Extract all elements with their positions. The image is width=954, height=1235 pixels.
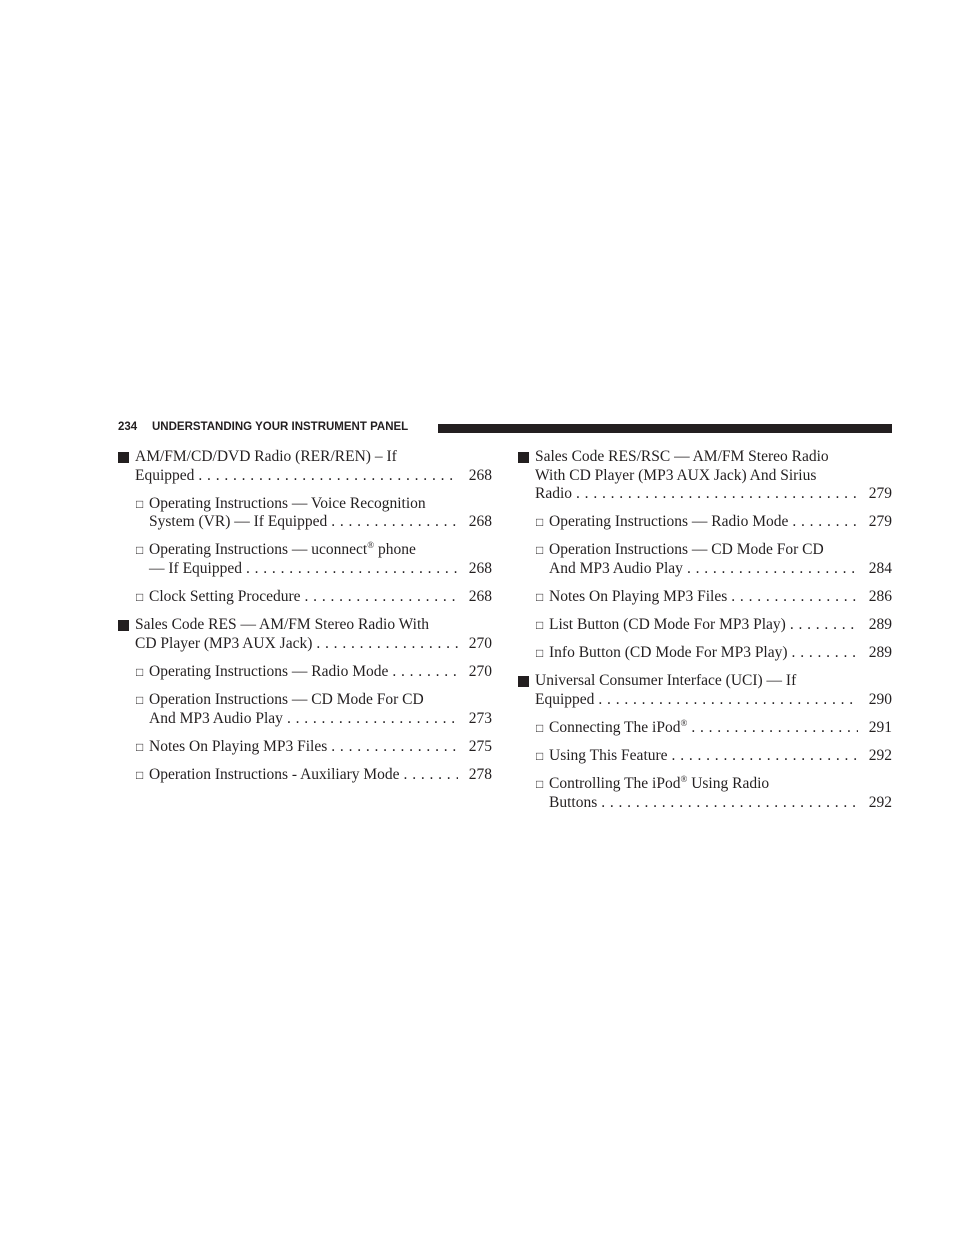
- toc-page-number: 270: [468, 634, 492, 652]
- toc-subsection-entry: [518, 541, 892, 578]
- filled-square-bullet-icon: [118, 620, 129, 631]
- dot-leader: [727, 588, 858, 607]
- toc-entry-text: Notes On Playing MP3 Files: [149, 737, 328, 755]
- toc-section-entry: [118, 616, 492, 653]
- dot-leader: [668, 747, 858, 766]
- toc-subsection-entry: [518, 616, 892, 635]
- toc-entry-text: Clock Setting Procedure: [149, 588, 301, 606]
- dot-leader: [327, 738, 458, 757]
- toc-page-number: 290: [868, 690, 892, 708]
- open-square-bullet-icon: □: [536, 646, 544, 661]
- toc-entry-text: Info Button (CD Mode For MP3 Play): [549, 644, 788, 662]
- dot-leader: [788, 644, 858, 663]
- toc-page-number: 292: [868, 793, 892, 811]
- toc-page-number: 279: [868, 513, 892, 531]
- toc-entry-text: Operating Instructions — Radio Mode: [149, 662, 389, 680]
- toc-subsection-entry: [118, 663, 492, 682]
- toc-subsection-entry: [118, 541, 492, 578]
- toc-entry-text: And MP3 Audio Play: [149, 709, 283, 727]
- toc-entry-text: Universal Consumer Interface (UCI) — If: [535, 672, 797, 690]
- open-square-bullet-icon: □: [136, 664, 144, 679]
- toc-subsection-entry: [518, 719, 892, 738]
- toc-subsection-entry: [518, 644, 892, 663]
- toc-entry-text: CD Player (MP3 AUX Jack): [135, 634, 313, 652]
- toc-section-entry: [518, 672, 892, 709]
- section-title: UNDERSTANDING YOUR INSTRUMENT PANEL: [152, 421, 409, 433]
- toc-section-entry: [518, 448, 892, 504]
- running-header: [118, 420, 892, 434]
- header-rule: [438, 424, 892, 433]
- toc-subsection-entry: [518, 747, 892, 766]
- toc-entry-text: Using This Feature: [549, 746, 668, 764]
- open-square-bullet-icon: □: [536, 748, 544, 763]
- toc-entry-text: Operation Instructions — CD Mode For CD: [149, 690, 424, 708]
- toc-page-number: 270: [468, 662, 492, 680]
- toc-entry-text: Operating Instructions — Voice Recognition: [149, 494, 426, 512]
- toc-page-number: 268: [468, 588, 492, 606]
- toc-entry-text: Controlling The iPod® Using Radio: [549, 773, 770, 792]
- toc-entry-text: Connecting The iPod®: [549, 717, 688, 736]
- toc-entry-text: — If Equipped: [149, 560, 242, 578]
- open-square-bullet-icon: □: [536, 543, 544, 558]
- toc-subsection-entry: [118, 766, 492, 785]
- filled-square-bullet-icon: [518, 676, 529, 687]
- open-square-bullet-icon: □: [536, 590, 544, 605]
- dot-leader: [400, 766, 458, 785]
- toc-entry-text: Sales Code RES — AM/FM Stereo Radio With: [135, 616, 430, 634]
- toc-page-number: 292: [868, 746, 892, 764]
- toc-right-column: [518, 448, 892, 822]
- dot-leader: [312, 635, 458, 654]
- toc-subsection-entry: [518, 588, 892, 607]
- page-number: 234: [118, 421, 138, 433]
- open-square-bullet-icon: □: [536, 618, 544, 633]
- dot-leader: [594, 691, 858, 710]
- dot-leader: [786, 616, 858, 635]
- toc-entry-text: Operating Instructions — Radio Mode: [549, 513, 789, 531]
- filled-square-bullet-icon: [518, 452, 529, 463]
- dot-leader: [683, 560, 858, 579]
- filled-square-bullet-icon: [118, 452, 129, 463]
- toc-entry-text: Buttons: [549, 793, 598, 811]
- dot-leader: [597, 794, 858, 813]
- toc-page-number: 278: [468, 765, 492, 783]
- dot-leader: [242, 560, 458, 579]
- dot-leader: [301, 588, 458, 607]
- toc-entry-text: Equipped: [135, 466, 195, 484]
- toc-page-number: 268: [468, 466, 492, 484]
- dot-leader: [687, 719, 858, 738]
- toc-page-number: 284: [868, 560, 892, 578]
- toc-subsection-entry: [518, 775, 892, 812]
- toc-subsection-entry: [118, 691, 492, 728]
- toc-subsection-entry: [518, 513, 892, 532]
- toc-page-number: 273: [468, 709, 492, 727]
- dot-leader: [327, 513, 458, 532]
- toc-left-column: [118, 448, 492, 794]
- dot-leader: [572, 485, 858, 504]
- toc-entry-text: Operation Instructions — CD Mode For CD: [549, 541, 824, 559]
- toc-subsection-entry: [118, 495, 492, 532]
- toc-entry-text: AM/FM/CD/DVD Radio (RER/REN) – If: [135, 448, 397, 465]
- toc-page-number: 289: [868, 616, 892, 634]
- toc-page-number: 268: [468, 513, 492, 531]
- toc-entry-text: Radio: [535, 485, 573, 503]
- dot-leader: [283, 710, 458, 729]
- toc-page-number: 289: [868, 644, 892, 662]
- toc-section-entry: [118, 448, 492, 485]
- toc-entry-text: List Button (CD Mode For MP3 Play): [549, 616, 786, 634]
- open-square-bullet-icon: □: [136, 739, 144, 754]
- toc-entry-text: Notes On Playing MP3 Files: [549, 588, 728, 606]
- open-square-bullet-icon: □: [536, 776, 544, 791]
- toc-page-number: 268: [468, 560, 492, 578]
- toc-entry-text: With CD Player (MP3 AUX Jack) And Sirius: [535, 466, 817, 484]
- dot-leader: [788, 513, 858, 532]
- toc-page-number: 291: [868, 718, 892, 736]
- toc-subsection-entry: [118, 738, 492, 757]
- toc-page-number: 286: [868, 588, 892, 606]
- open-square-bullet-icon: □: [536, 720, 544, 735]
- open-square-bullet-icon: □: [136, 496, 144, 511]
- toc-page-number: 279: [868, 485, 892, 503]
- toc-page-number: 275: [468, 737, 492, 755]
- toc-entry-text: Equipped: [535, 690, 595, 708]
- toc-entry-text: Operation Instructions - Auxiliary Mode: [149, 765, 400, 783]
- toc-entry-text: System (VR) — If Equipped: [149, 513, 328, 531]
- toc-entry-text: And MP3 Audio Play: [549, 560, 683, 578]
- dot-leader: [194, 467, 458, 486]
- toc-entry-text: Operating Instructions — uconnect® phone: [149, 540, 416, 559]
- toc-subsection-entry: [118, 588, 492, 607]
- open-square-bullet-icon: □: [536, 515, 544, 530]
- open-square-bullet-icon: □: [136, 767, 144, 782]
- open-square-bullet-icon: □: [136, 692, 144, 707]
- dot-leader: [388, 663, 458, 682]
- open-square-bullet-icon: □: [136, 590, 144, 605]
- toc-entry-text: Sales Code RES/RSC — AM/FM Stereo Radio: [535, 448, 829, 465]
- open-square-bullet-icon: □: [136, 543, 144, 558]
